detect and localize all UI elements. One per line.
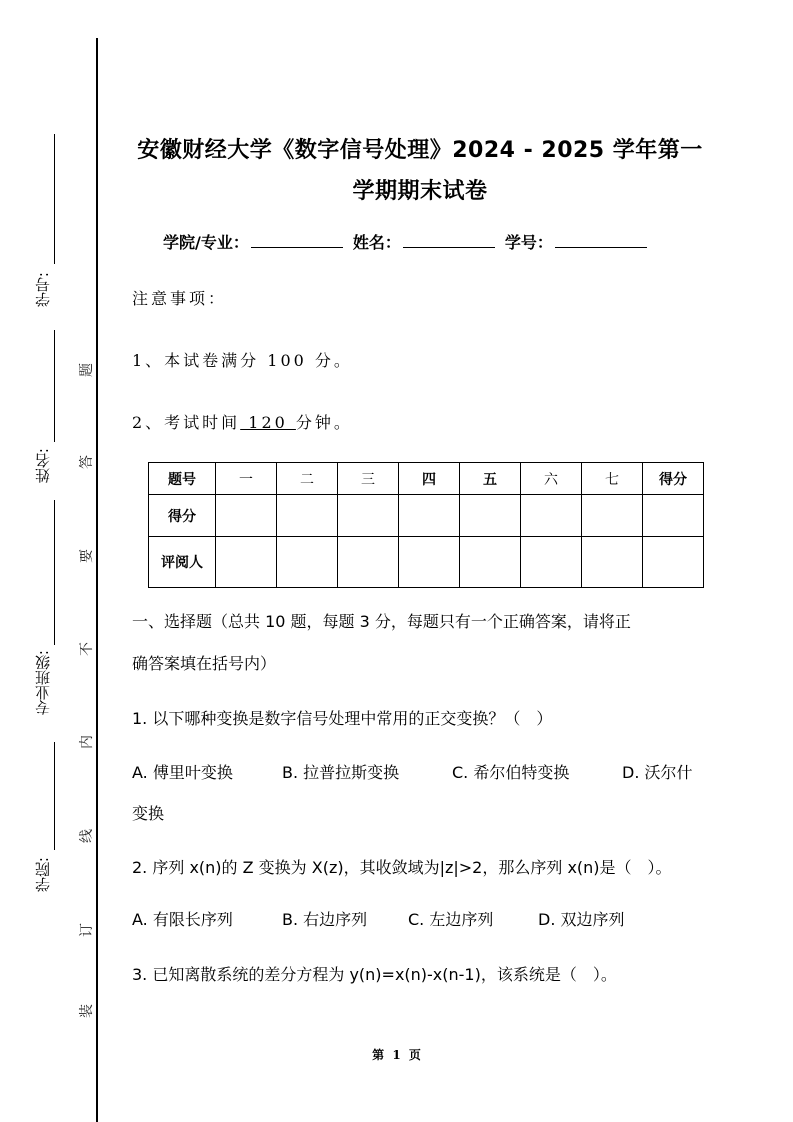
margin-warning-char: 题: [79, 363, 95, 377]
option-a[interactable]: A. 有限长序列: [132, 910, 233, 929]
question-2-stem: 2. 序列 x(n)的 Z 变换为 X(z)，其收敛域为|z|>2，那么序列 x(n)是（ ）。: [132, 858, 672, 877]
binding-line: [96, 38, 98, 1122]
exam-title-line1: 安徽财经大学《数字信号处理》2024 - 2025 学年第一: [137, 138, 703, 163]
question-3-stem: 3. 已知离散系统的差分方程为 y(n)=x(n)-x(n-1)，该系统是（ ）。: [132, 965, 617, 984]
row-label: 得分: [149, 495, 216, 537]
option-d[interactable]: D. 双边序列: [538, 910, 625, 929]
student-info-line: [163, 230, 657, 253]
score-cell[interactable]: [338, 495, 399, 537]
option-c[interactable]: C. 左边序列: [408, 910, 494, 929]
header-cell: 二: [277, 463, 338, 495]
score-table-row: [149, 495, 704, 537]
header-cell: 得分: [643, 463, 704, 495]
reviewer-cell[interactable]: [460, 537, 521, 588]
header-cell: 四: [399, 463, 460, 495]
option-b[interactable]: B. 拉普拉斯变换: [282, 763, 400, 782]
section1-heading-line2: 确答案填在括号内）: [132, 654, 277, 673]
section1-heading-line1: 一、选择题（总共 10 题，每题 3 分，每题只有一个正确答案，请将正: [132, 612, 631, 631]
margin-warning-char: 线: [79, 829, 95, 843]
note-item-1: 1、本试卷满分 100 分。: [132, 351, 353, 370]
score-cell[interactable]: [216, 495, 277, 537]
header-cell: 一: [216, 463, 277, 495]
note-item-2-suffix: 分钟。: [295, 413, 353, 432]
margin-warning-char: 不: [79, 642, 95, 656]
margin-student-id-label: 学号:: [34, 272, 52, 308]
header-cell: 五: [460, 463, 521, 495]
student-id-label: 学号：: [504, 233, 553, 252]
score-cell[interactable]: [521, 495, 582, 537]
reviewer-cell[interactable]: [643, 537, 704, 588]
notes-heading: 注意事项：: [132, 289, 228, 308]
option-c[interactable]: C. 希尔伯特变换: [452, 763, 570, 782]
student-id-blank-line[interactable]: [54, 134, 55, 264]
reviewer-cell[interactable]: [338, 537, 399, 588]
header-cell: 七: [582, 463, 643, 495]
header-cell: 三: [338, 463, 399, 495]
question-1-options: [132, 760, 693, 783]
reviewer-cell[interactable]: [277, 537, 338, 588]
margin-warning-char: 订: [79, 923, 95, 937]
margin-warning-char: 内: [79, 735, 95, 749]
score-table: [148, 462, 704, 588]
reviewer-cell[interactable]: [582, 537, 643, 588]
margin-name-label: 姓名:: [34, 448, 52, 484]
margin-warning-char: 要: [79, 549, 95, 563]
score-cell[interactable]: [643, 495, 704, 537]
option-d[interactable]: D. 沃尔什: [622, 763, 693, 782]
question-2-options: [132, 907, 625, 930]
score-table-row: [149, 537, 704, 588]
note-item-2: [132, 410, 353, 433]
student-id-field[interactable]: [555, 233, 647, 248]
row-label: 评阅人: [149, 537, 216, 588]
name-blank-line[interactable]: [54, 330, 55, 442]
reviewer-cell[interactable]: [399, 537, 460, 588]
margin-college-label: 学院:: [34, 857, 52, 893]
page-number: 第 1 页: [372, 1048, 421, 1062]
college-major-field[interactable]: [251, 233, 343, 248]
header-cell: 六: [521, 463, 582, 495]
name-label: 姓名：: [352, 233, 401, 252]
score-cell[interactable]: [582, 495, 643, 537]
header-cell: 题号: [149, 463, 216, 495]
option-a[interactable]: A. 傅里叶变换: [132, 763, 233, 782]
score-cell[interactable]: [460, 495, 521, 537]
college-blank-line[interactable]: [54, 742, 55, 850]
major-class-blank-line[interactable]: [54, 500, 55, 645]
question-1-option-d-wrap: 变换: [132, 804, 165, 823]
note-item-2-prefix: 2、考试时间: [132, 413, 241, 432]
margin-major-class-label: 专业班级:: [34, 650, 52, 716]
score-cell[interactable]: [399, 495, 460, 537]
question-1-stem: 1. 以下哪种变换是数字信号处理中常用的正交变换？（ ）: [132, 709, 553, 728]
exam-duration-value: 120: [240, 413, 296, 432]
name-field[interactable]: [403, 233, 495, 248]
college-major-label: 学院/专业：: [163, 233, 249, 252]
score-cell[interactable]: [277, 495, 338, 537]
margin-warning-char: 装: [79, 1004, 95, 1018]
score-table-header-row: [149, 463, 704, 495]
margin-warning-char: 答: [79, 455, 95, 469]
exam-title-line2: 学期期末试卷: [352, 179, 488, 204]
reviewer-cell[interactable]: [521, 537, 582, 588]
reviewer-cell[interactable]: [216, 537, 277, 588]
option-b[interactable]: B. 右边序列: [282, 910, 368, 929]
